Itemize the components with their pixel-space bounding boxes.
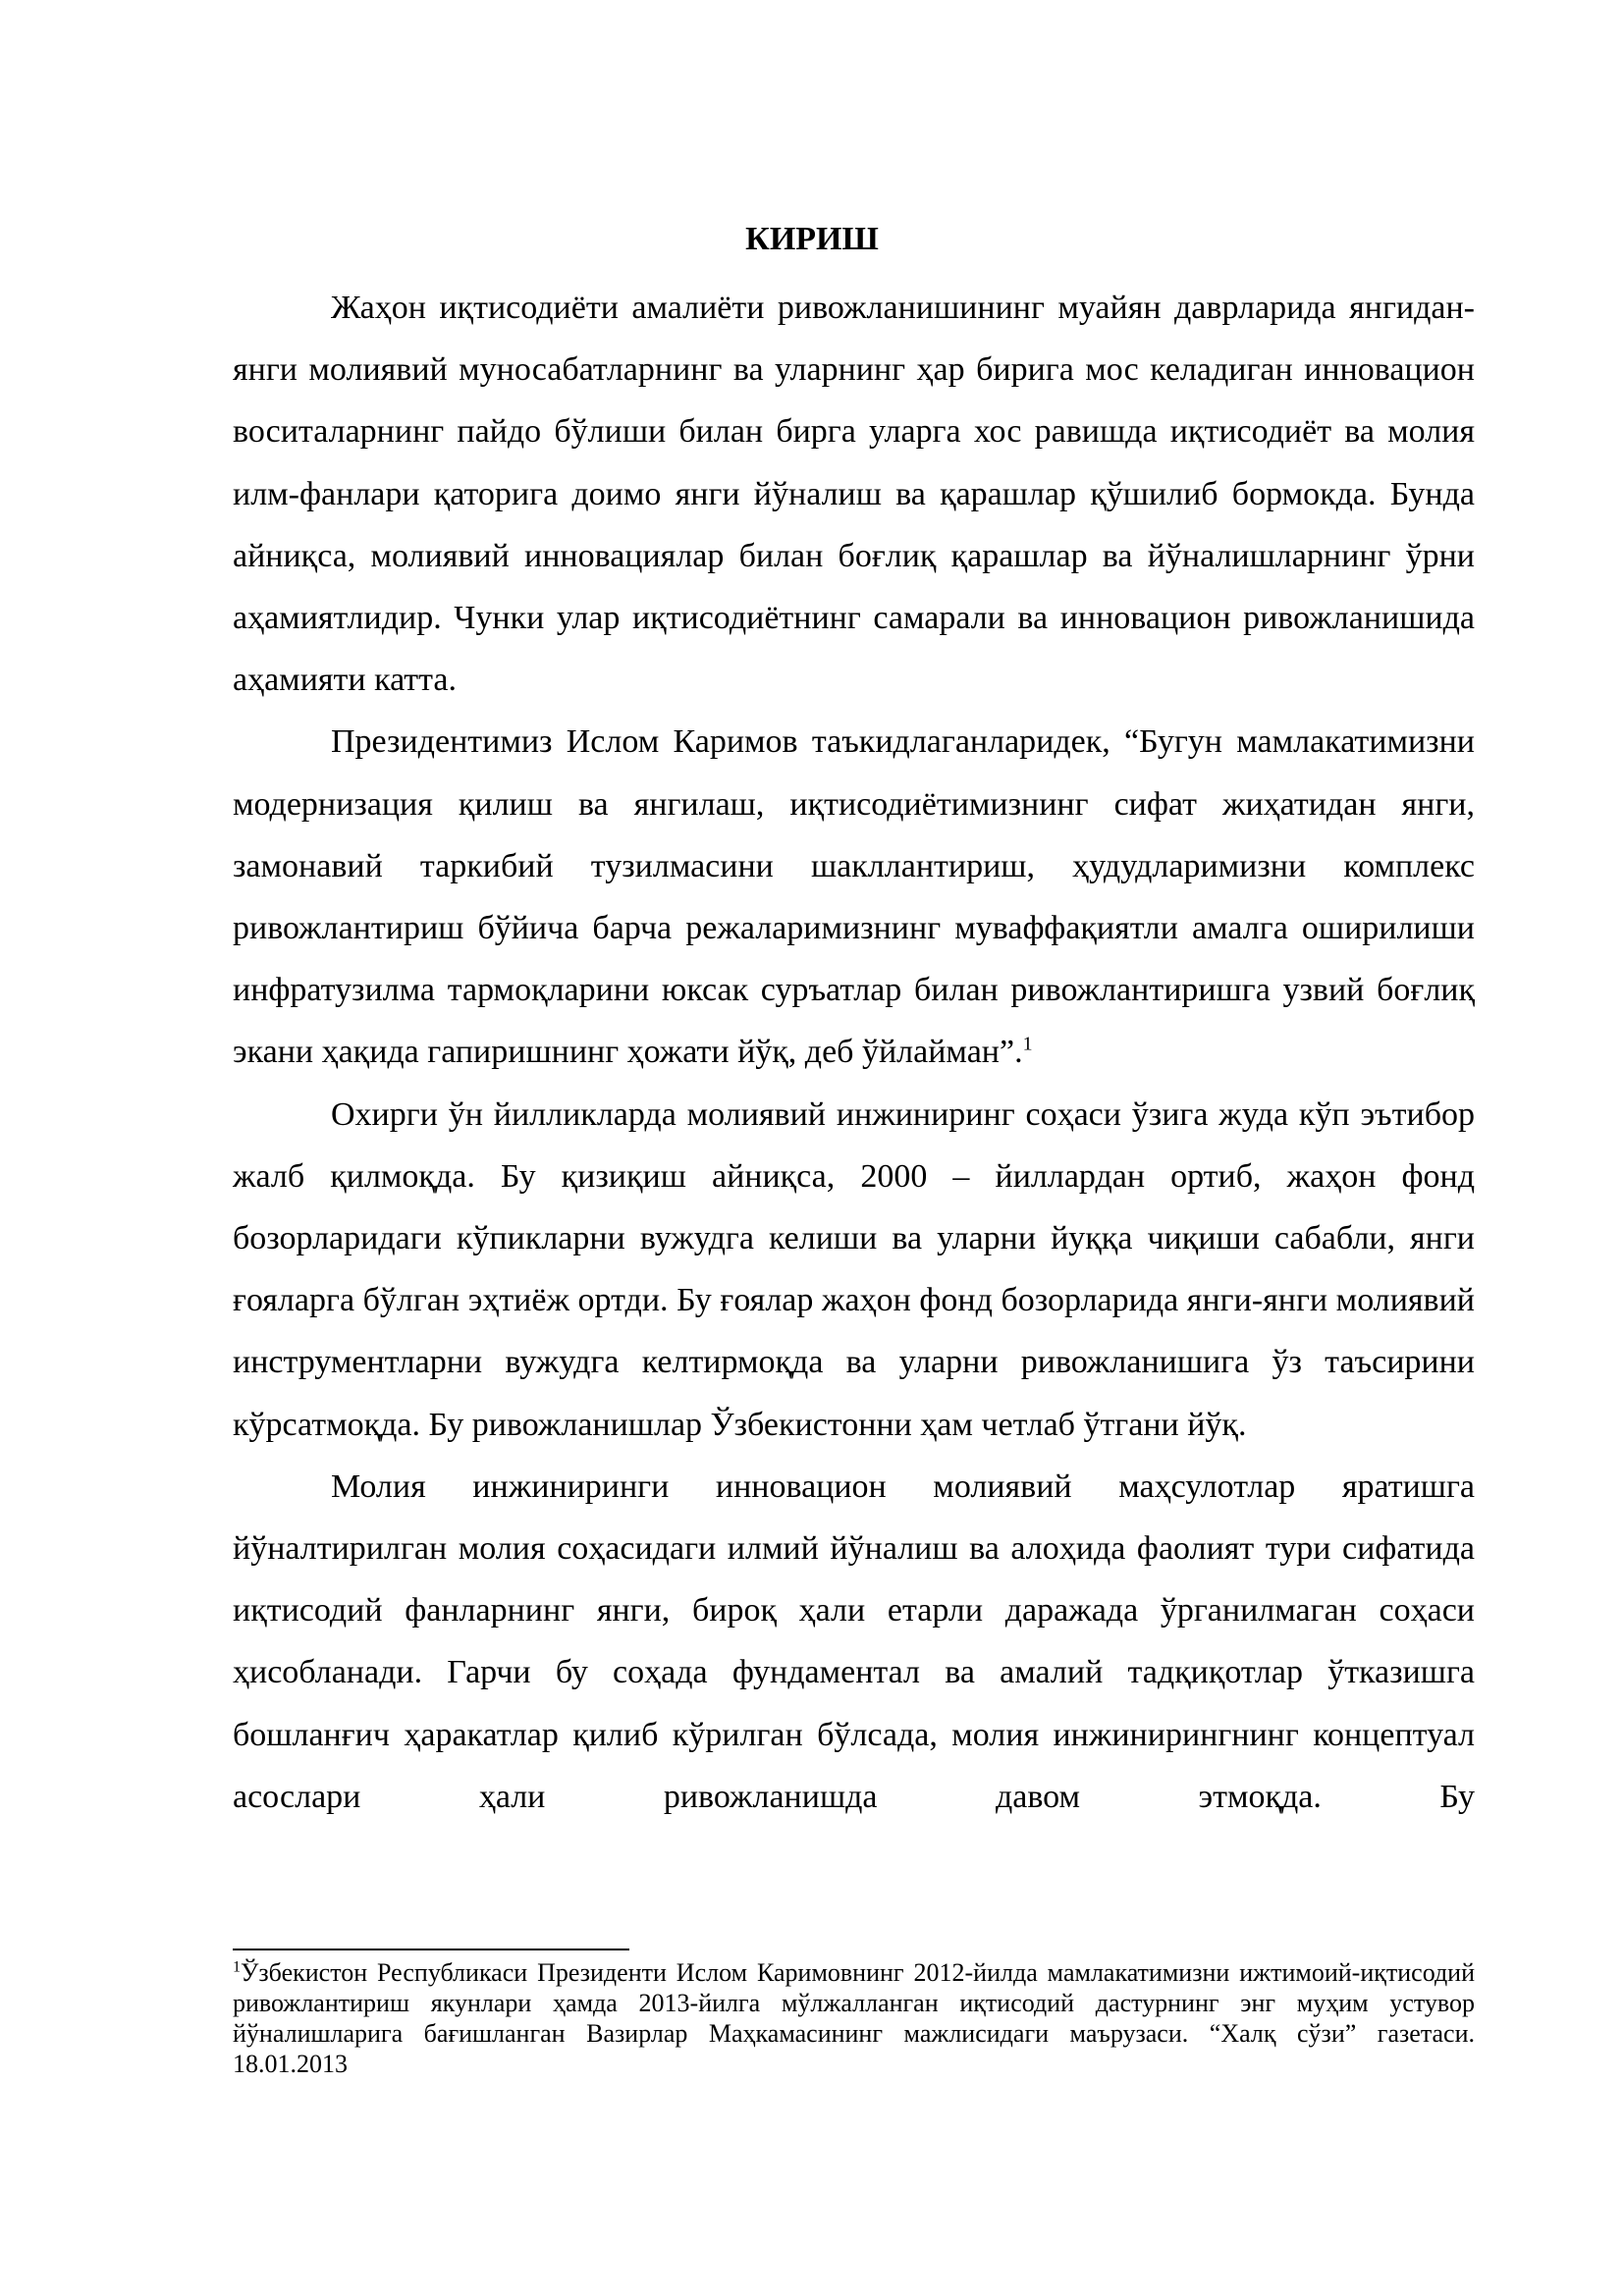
paragraph-2 bbox=[233, 711, 1475, 1083]
footnote-text: Ўзбекистон Республикаси Президенти Ислом Каримовнинг 2012-йилда мамлакатимизни ижтимоий-иқтисодий ривожлантириш якунлари ҳамда 2013-йилга мўлжалланган иқтисодий дастурнинг энг муҳим устувор йўналишларига бағишланган Вазирлар Маҳкамасининг мажлисидаги маърузаси. “Халқ сўзи” газетаси. 18.01.2013 bbox=[233, 1958, 1475, 2078]
footnote-separator bbox=[233, 1949, 629, 1950]
page-title: КИРИШ bbox=[745, 221, 879, 257]
paragraph-1: Жаҳон иқтисодиёти амалиёти ривожланишининг муайян даврларида янгидан-янги молиявий муносабатларнинг ва уларнинг ҳар бирига мос келадиган инновацион воситаларнинг пайдо бўлиши билан бирга уларга хос равишда иқтисодиёт ва молия илм-фанлари қаторига доимо янги йўналиш ва қарашлар қўшилиб бормокда. Бунда айниқса, молиявий инновациялар билан боғлиқ қарашлар ва йўналишларнинг ўрни аҳамиятлидир. Чунки улар иқтисодиётнинг самарали ва инновацион ривожланишида аҳамияти катта. bbox=[233, 290, 1475, 699]
footnote bbox=[233, 1957, 1475, 2079]
footnote-reference[interactable]: 1 bbox=[1022, 1034, 1033, 1056]
body-text bbox=[233, 277, 1475, 1828]
paragraph-2-text: Президентимиз Ислом Каримов таъкидлаганларидек, “Бугун мамлакатимизни модернизация қилиш ва янгилаш, иқтисодиётимизнинг сифат жиҳатидан янги, замонавий таркибий тузилмасини шакллантириш, ҳудудларимизни комплекс ривожлантириш бўйича барча режаларимизнинг муваффақиятли амалга оширилиши инфратузилма тармоқларини юксак суръатлар билан ривожлантиришга узвий боғлиқ экани ҳақида гапиришнинг ҳожати йўқ, деб ўйлайман”. bbox=[233, 723, 1475, 1071]
paragraph-4: Молия инжиниринги инновацион молиявий маҳсулотлар яратишга йўналтирилган молия соҳасидаги илмий йўналиш ва алоҳида фаолият тури сифатида иқтисодий фанларнинг янги, бироқ ҳали етарли даражада ўрганилмаган соҳаси ҳисобланади. Гарчи бу соҳада фундаментал ва амалий тадқиқотлар ўтказишга бошланғич ҳаракатлар қилиб кўрилган бўлсада, молия инжинирингнинг концептуал асослари ҳали ривожланишда давом этмоқда. Бу bbox=[233, 1468, 1475, 1815]
paragraph-3: Охирги ўн йилликларда молиявий инжиниринг соҳаси ўзига жуда кўп эътибор жалб қилмоқда. Бу қизиқиш айниқса, 2000 – йиллардан ортиб, жаҳон фонд бозорларидаги кўпикларни вужудга келиши ва уларни йуққа чиқиши сабабли, янги ғояларга бўлган эҳтиёж ортди. Бу ғоялар жаҳон фонд бозорларида янги-янги молиявий инструментларни вужудга келтирмоқда ва уларни ривожланишига ўз таъсирини кўрсатмоқда. Бу ривожланишлар Ўзбекистонни ҳам четлаб ўтгани йўқ. bbox=[233, 1095, 1475, 1443]
footnote-mark: 1 bbox=[233, 1958, 241, 1976]
